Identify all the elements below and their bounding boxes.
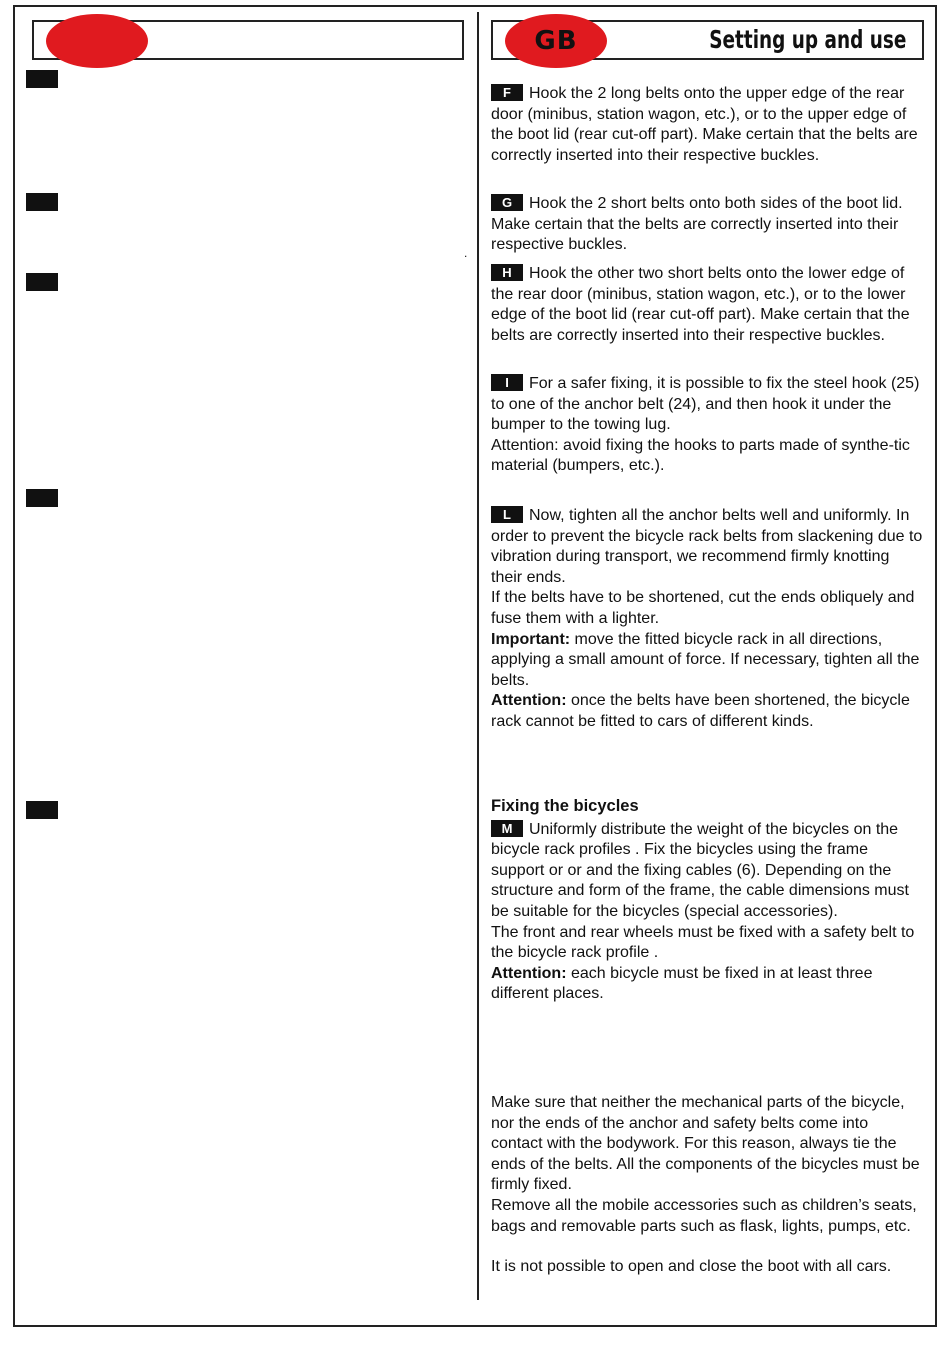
fixing-bicycles — [491, 796, 923, 1005]
left-step-marker — [26, 273, 58, 291]
closing-paragraph: Remove all the mobile accessories such as children’s seats, bags and removable parts such as flask, lights, pumps, etc. — [491, 1196, 917, 1235]
step-label: G — [491, 194, 523, 211]
left-step-marker — [26, 489, 58, 507]
attention-text: each bicycle must be fixed in at least three different places. — [491, 964, 873, 1003]
important-text: move the fitted bicycle rack in all directions, applying a small amount of force. If necessary, tighten all the belts. — [491, 630, 920, 689]
left-step-marker — [26, 193, 58, 211]
step-g — [491, 194, 923, 256]
right-header-box — [491, 20, 924, 60]
step-label: L — [491, 506, 523, 523]
step-f — [491, 84, 923, 166]
closing-paragraph: It is not possible to open and close the boot with all cars. — [491, 1258, 892, 1276]
left-header-box — [32, 20, 464, 60]
step-text: Hook the 2 short belts onto both sides of the boot lid. Make certain that the belts are correctly inserted into their respective buckles. — [491, 195, 903, 254]
language-code: GB — [534, 26, 578, 56]
step-text: Now, tighten all the anchor belts well and uniformly. In order to prevent the bicycle rack belts from slackening due to vibration during transport, we recommend firmly knotting their ends. — [491, 507, 923, 586]
step-text: For a safer fixing, it is possible to fix the steel hook (25) to one of the anchor belt (24), and then hook it under the bumper to the towing lug. — [491, 375, 920, 434]
important-label: Important: — [491, 630, 571, 648]
left-language-badge — [46, 14, 148, 68]
stray-mark: . — [464, 246, 468, 260]
step-attention: Attention: avoid fixing the hooks to parts made of synthe-tic material (bumpers, etc.). — [491, 436, 910, 475]
step-text: Uniformly distribute the weight of the bicycles on the bicycle rack profiles . Fix the bicycles using the frame support or or and the fixing cables (6). Depending on the structure and form of the frame, the cable dimensions must be suitable for the bicycles (special accessories). — [491, 820, 909, 920]
step-label: I — [491, 374, 523, 391]
attention-label: Attention: — [491, 692, 567, 710]
step-l — [491, 506, 923, 733]
attention-text: once the belts have been shortened, the bicycle rack cannot be fitted to cars of different kinds. — [491, 692, 910, 730]
step-label: H — [491, 264, 523, 281]
section-title: Setting up and use — [708, 25, 906, 54]
step-text: Hook the 2 long belts onto the upper edge of the rear door (minibus, station wagon, etc.), or to the upper edge of the boot lid (rear cut-off part). Make certain that the belts are correctly inserted into their respective buckles. — [491, 85, 918, 164]
step-note: If the belts have to be shortened, cut the ends obliquely and fuse them with a lighter. — [491, 589, 915, 627]
closing-notes — [491, 1093, 923, 1278]
left-step-marker — [26, 801, 58, 819]
step-label: M — [491, 820, 523, 837]
closing-paragraph: Make sure that neither the mechanical parts of the bicycle, nor the ends of the anchor and safety belts come into contact with the bodywork. For this reason, always tie the ends of the belts. All the components of the bicycles must be firmly fixed. — [491, 1094, 920, 1194]
column-divider — [477, 12, 479, 1300]
left-step-marker — [26, 70, 58, 88]
step-i — [491, 374, 923, 477]
step-text: Hook the other two short belts onto the lower edge of the rear door (minibus, station wagon, etc.), or to the lower edge of the boot lid (rear cut-off part). Make certain that the belts are correctly inserted into their respective buckles. — [491, 265, 910, 344]
step-label: F — [491, 84, 523, 101]
attention-label: Attention: — [491, 964, 567, 982]
step-note: The front and rear wheels must be fixed with a safety belt to the bicycle rack profile . — [491, 923, 915, 962]
subheading: Fixing the bicycles — [491, 797, 639, 815]
step-h — [491, 264, 923, 346]
language-badge-gb — [505, 14, 607, 68]
